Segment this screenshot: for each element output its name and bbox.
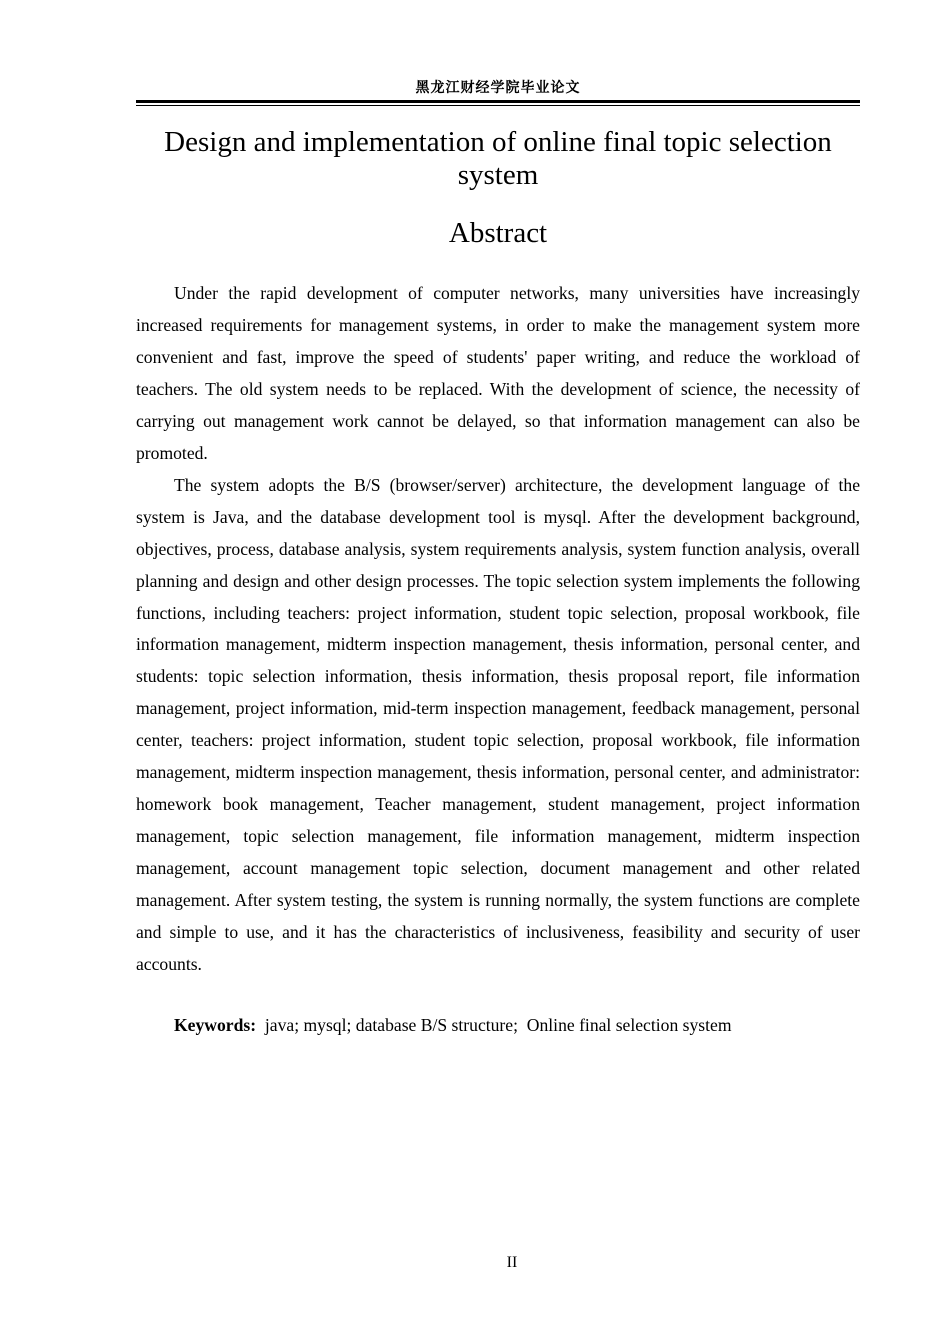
- abstract-paragraph-1: Under the rapid development of computer networks, many universities have increasingly increased requirements for management systems, in order to make the management system more convenient and fast, improve the speed of students' paper writing, and reduce the workload of teachers. The old system needs to be replaced. With the development of science, the necessity of carrying out management work cannot be delayed, so that information management can also be promoted.: [136, 283, 860, 463]
- abstract-heading: Abstract: [448, 217, 548, 249]
- running-header: 黑龙江财经学院毕业论文: [415, 80, 581, 96]
- abstract-body: [136, 278, 860, 981]
- header-rule-thick: [136, 100, 860, 103]
- header-rule-thin: [136, 105, 860, 106]
- keywords-line: [174, 1010, 860, 1040]
- keywords-label: Keywords:: [174, 1015, 257, 1035]
- page-number: II: [506, 1254, 518, 1271]
- header-rule: [136, 100, 860, 106]
- paper-title: Design and implementation of online final topic selection system: [164, 126, 832, 191]
- abstract-paragraph-2: The system adopts the B/S (browser/server) architecture, the development language of the system is Java, and the database development tool is mysql. After the development background, objectives, process, database analysis, system requirements analysis, system function analysis, overall planning and design and other design processes. The topic selection system implements the following functions, including teachers: project information, student topic selection, proposal workbook, file information management, midterm inspection management, thesis information, personal center, and students: topic selection information, thesis information, thesis proposal report, file information management, project information, mid-term inspection management, feedback management, personal center, teachers: project information, student topic selection, proposal workbook, file information management, midterm inspection management, thesis information, personal center, and administrator: homework book management, Teacher management, student management, project information management, topic selection management, file information management, midterm inspection management, account management topic selection, document management and other related management. After system testing, the system is running normally, the system functions are complete and simple to use, and it has the characteristics of inclusiveness, feasibility and security of user accounts.: [136, 474, 860, 975]
- keywords-text: java; mysql; database B/S structure; Online final selection system: [256, 1015, 732, 1035]
